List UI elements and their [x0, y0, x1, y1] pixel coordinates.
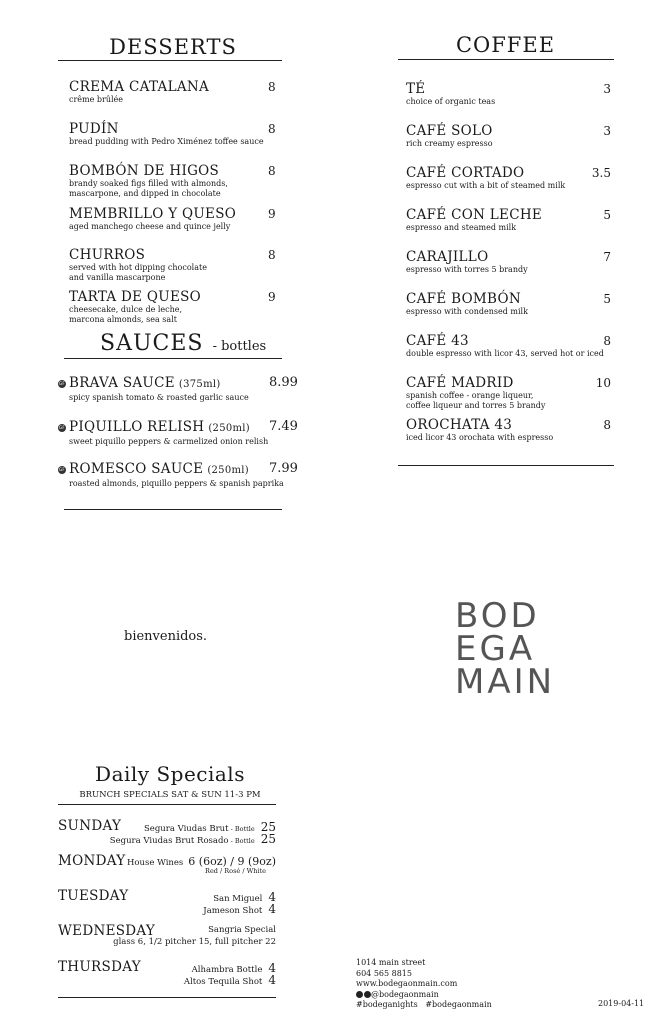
sauce-name-row — [58, 375, 294, 393]
coffee-name: CAFÉ SOLO — [406, 123, 493, 139]
sauce-price: 8.99 — [269, 375, 298, 390]
coffee-item — [406, 417, 611, 443]
sauces-bottom-rule — [64, 509, 282, 510]
coffee-price: 5 — [603, 208, 611, 222]
sauce-name: ROMESCO SAUCE — [69, 461, 204, 477]
special-day: TUESDAY — [58, 888, 129, 904]
footer-date: 2019-04-11 — [598, 999, 645, 1008]
dessert-desc: served with hot dipping chocolate and vanilla mascarpone — [69, 263, 207, 282]
coffee-price: 8 — [603, 418, 611, 432]
sauces-heading — [100, 331, 266, 356]
footer-social: @bodegaonmain — [371, 989, 439, 999]
coffee-price: 3.5 — [591, 166, 611, 180]
coffee-name: TÉ — [406, 81, 426, 97]
coffee-item — [406, 207, 611, 233]
coffee-price: 7 — [603, 250, 611, 264]
special-day: THURSDAY — [58, 959, 141, 975]
coffee-price: 5 — [603, 292, 611, 306]
special-line — [184, 973, 276, 987]
special-price: 25 — [260, 820, 276, 834]
dessert-name: CHURROS — [69, 247, 146, 263]
sauce-price: 7.49 — [269, 419, 298, 434]
coffee-name: CAFÉ MADRID — [406, 375, 514, 391]
dessert-price: 8 — [268, 248, 276, 262]
coffee-item — [406, 291, 611, 317]
coffee-name: CAFÉ 43 — [406, 333, 469, 349]
dessert-price: 8 — [268, 164, 276, 178]
dessert-price: 9 — [268, 207, 276, 221]
sauce-item — [58, 461, 298, 489]
coffee-price: 3 — [603, 124, 611, 138]
special-note: - Bottle — [228, 837, 255, 845]
special-note: - Bottle — [228, 825, 255, 833]
coffee-desc: espresso with condensed milk — [406, 307, 528, 316]
dessert-item — [69, 79, 279, 105]
bodega-main-logo — [455, 596, 556, 702]
footer-hashtags: #bodeganights #bodegaonmain — [356, 1000, 492, 1009]
dessert-name: TARTA DE QUESO — [69, 289, 202, 305]
special-price: 4 — [268, 890, 276, 904]
sauce-desc: roasted almonds, piquillo peppers & spanish paprika — [69, 479, 284, 488]
coffee-title: COFFEE — [455, 33, 556, 57]
special-lines — [100, 925, 276, 955]
gluten-free-icon: GF — [58, 425, 65, 430]
sauce-size: (250ml) — [208, 423, 250, 434]
special-lines — [100, 890, 276, 920]
special-text: Red / Rosé / White — [205, 867, 266, 875]
dessert-name: MEMBRILLO Y QUESO — [69, 206, 237, 222]
sauces-rule — [64, 358, 282, 359]
sauce-item — [58, 375, 298, 403]
dessert-item — [69, 206, 279, 232]
special-text: House Wines — [127, 858, 184, 868]
footer-social-row — [356, 990, 492, 1001]
gluten-free-icon: GF — [58, 381, 65, 386]
sauces-subtitle: - bottles — [212, 339, 267, 354]
coffee-price: 3 — [603, 82, 611, 96]
coffee-desc: espresso with torres 5 brandy — [406, 265, 528, 274]
coffee-item — [406, 333, 611, 359]
coffee-name: CAFÉ CON LECHE — [406, 207, 543, 223]
sauce-name-row — [58, 419, 294, 437]
dessert-desc: cheesecake, dulce de leche, marcona almonds, sea salt — [69, 305, 183, 324]
sauce-name-row — [58, 461, 294, 479]
footer-website: www.bodegaonmain.com — [356, 979, 458, 988]
sauce-price: 7.99 — [269, 461, 298, 476]
specials-bottom-rule — [58, 997, 276, 998]
sauce-item — [58, 419, 298, 447]
special-price: 4 — [268, 961, 276, 975]
gluten-free-icon: GF — [58, 467, 65, 472]
special-lines — [100, 820, 276, 850]
special-line — [208, 925, 276, 935]
logo-line-3: MAIN — [455, 662, 556, 702]
special-lines — [100, 855, 276, 885]
dessert-desc: crême brûlée — [69, 95, 124, 104]
specials-title: Daily Specials — [95, 762, 245, 786]
coffee-item — [406, 123, 611, 149]
dessert-item — [69, 247, 279, 283]
special-price: 4 — [268, 973, 276, 987]
special-day: SUNDAY — [58, 818, 122, 834]
coffee-name: CAFÉ CORTADO — [406, 165, 525, 181]
special-text: Sangria Special — [208, 925, 276, 935]
sauce-name: PIQUILLO RELISH — [69, 419, 205, 435]
special-text: glass 6, 1/2 pitcher 15, full pitcher 22 — [113, 937, 276, 947]
special-line — [203, 902, 276, 916]
footer-contact — [356, 958, 492, 1011]
facebook-icon — [364, 991, 371, 998]
coffee-item — [406, 165, 611, 191]
dessert-item — [69, 289, 279, 325]
sauces-title: SAUCES — [100, 331, 204, 356]
coffee-item — [406, 375, 611, 411]
instagram-icon — [356, 991, 363, 998]
coffee-desc: rich creamy espresso — [406, 139, 493, 148]
dessert-name: BOMBÓN DE HIGOS — [69, 163, 220, 179]
logo-line-2: EGA — [455, 629, 536, 669]
special-line — [110, 832, 276, 846]
dessert-name: PUDÍN — [69, 121, 119, 137]
coffee-price: 8 — [603, 334, 611, 348]
coffee-rule — [398, 59, 614, 60]
footer-address: 1014 main street — [356, 958, 426, 967]
dessert-price: 8 — [268, 122, 276, 136]
sauce-desc: spicy spanish tomato & roasted garlic sauce — [69, 393, 249, 402]
coffee-desc: spanish coffee - orange liqueur, coffee liqueur and torres 5 brandy — [406, 391, 546, 410]
specials-rule — [58, 804, 276, 805]
coffee-desc: espresso cut with a bit of steamed milk — [406, 181, 566, 190]
footer-phone: 604 565 8815 — [356, 968, 412, 978]
dessert-name: CREMA CATALANA — [69, 79, 210, 95]
coffee-item — [406, 249, 611, 275]
welcome-text: bienvenidos. — [124, 629, 208, 644]
dessert-desc: brandy soaked figs filled with almonds, mascarpone, and dipped in chocolate — [69, 179, 228, 198]
coffee-desc: double espresso with licor 43, served hot or iced — [406, 349, 604, 358]
coffee-desc: iced licor 43 orochata with espresso — [406, 433, 554, 442]
sauce-desc: sweet piquillo peppers & carmelized onion relish — [69, 437, 269, 446]
special-price: 4 — [268, 902, 276, 916]
logo-line-1: BOD — [455, 596, 540, 636]
special-text: Jameson Shot — [203, 906, 263, 916]
special-line — [205, 867, 266, 875]
dessert-desc: bread pudding with Pedro Ximénez toffee sauce — [69, 137, 264, 146]
sauce-name: BRAVA SAUCE — [69, 375, 175, 391]
desserts-rule — [58, 60, 282, 61]
special-text: San Miguel — [213, 894, 263, 904]
coffee-item — [406, 81, 611, 107]
special-text: Alhambra Bottle — [191, 965, 263, 975]
special-day: MONDAY — [58, 853, 126, 869]
dessert-item — [69, 163, 279, 199]
coffee-desc: choice of organic teas — [406, 97, 496, 106]
special-text: Segura Viudas Brut — [143, 824, 229, 834]
special-text: Altos Tequila Shot — [183, 977, 263, 987]
special-lines — [100, 961, 276, 991]
dessert-desc: aged manchego cheese and quince jelly — [69, 222, 231, 231]
dessert-item — [69, 121, 279, 147]
coffee-name: CARAJILLO — [406, 249, 489, 265]
sauce-size: (375ml) — [178, 379, 221, 390]
desserts-title: DESSERTS — [109, 35, 237, 59]
special-size-price: 6 (6oz) / 9 (9oz) — [188, 855, 276, 868]
coffee-name: CAFÉ BOMBÓN — [406, 291, 522, 307]
coffee-bottom-rule — [398, 465, 614, 466]
coffee-name: OROCHATA 43 — [406, 417, 513, 433]
special-line — [113, 937, 276, 947]
special-text: Segura Viudas Brut Rosado — [109, 836, 229, 846]
coffee-desc: espresso and steamed milk — [406, 223, 517, 232]
special-price: 25 — [260, 832, 276, 846]
dessert-price: 9 — [268, 290, 276, 304]
sauce-size: (250ml) — [207, 465, 249, 476]
specials-subtitle: BRUNCH SPECIALS SAT & SUN 11-3 PM — [79, 790, 261, 800]
coffee-price: 10 — [595, 376, 611, 390]
dessert-price: 8 — [268, 80, 276, 94]
special-day: WEDNESDAY — [58, 923, 156, 939]
